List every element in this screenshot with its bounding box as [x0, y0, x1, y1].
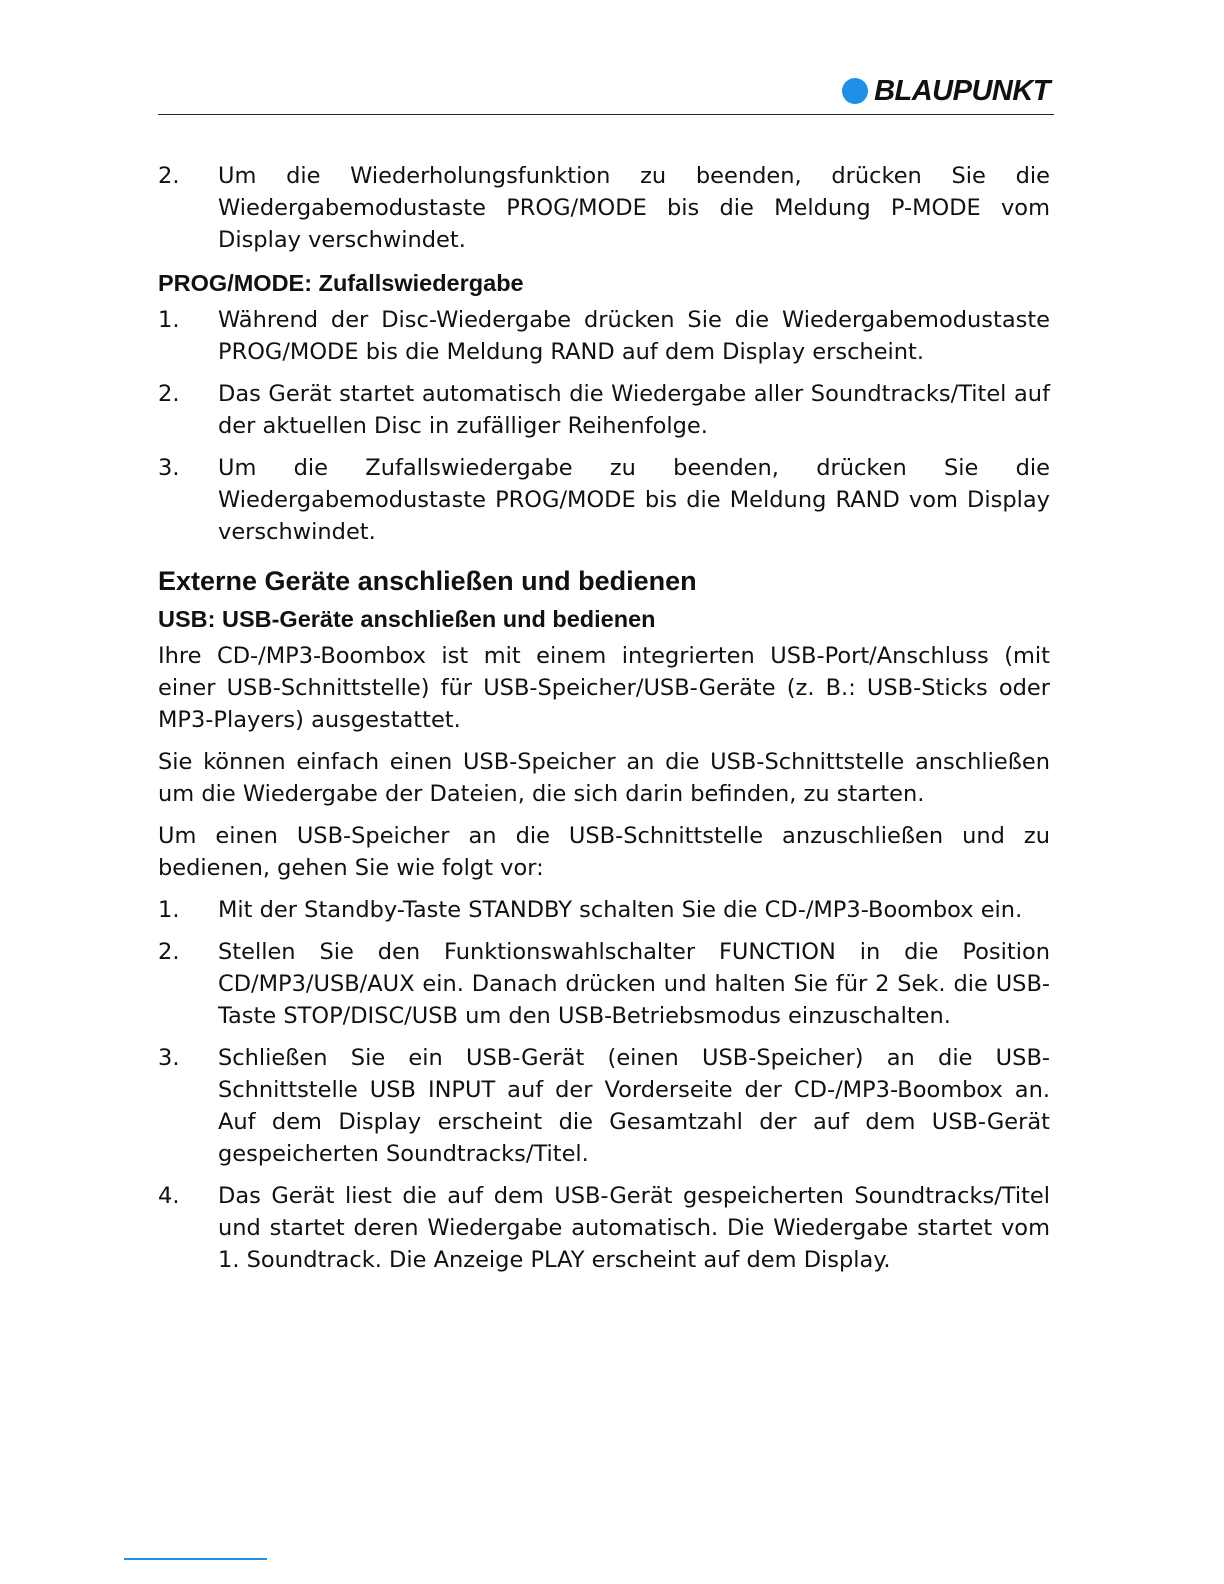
- subheading-usb: USB: USB-Geräte anschließen und bedienen: [158, 606, 656, 632]
- section-heading-external: Externe Geräte anschließen und bedienen: [158, 566, 697, 596]
- item-number: 1.: [158, 307, 180, 333]
- item-number: 1.: [158, 897, 180, 923]
- item-text: Schließen Sie ein USB-Gerät (einen USB-Speicher) an die USB-Schnittstelle USB INPUT auf der Vorderseite der CD-/MP3-Boombox an. Auf dem Display erscheint die Gesamtzahl der auf dem USB-Gerät gespeicherten Soundtracks/Titel.: [218, 1045, 1050, 1167]
- logo-dot-icon: [842, 78, 868, 104]
- blaupunkt-logo: [842, 75, 1050, 107]
- item-number: 2.: [158, 939, 180, 965]
- item-number: 2.: [158, 381, 180, 407]
- page-header: [158, 68, 1054, 115]
- list-item: [158, 304, 1050, 368]
- list-item: [158, 378, 1050, 442]
- paragraph: Um einen USB-Speicher an die USB-Schnittstelle anzuschließen und zu bedienen, gehen Sie wie folgt vor:: [158, 823, 1050, 881]
- item-text: Stellen Sie den Funktionswahlschalter FUNCTION in die Position CD/MP3/USB/AUX ein. Danach drücken und halten Sie für 2 Sek. die USB-Taste STOP/DISC/USB um den USB-Betriebsmodus einzuschalten.: [218, 939, 1050, 1029]
- list-item: [158, 1180, 1050, 1276]
- page-content: [158, 160, 1050, 1286]
- item-number: 3.: [158, 455, 180, 481]
- paragraph: Sie können einfach einen USB-Speicher an die USB-Schnittstelle anschließen um die Wiedergabe der Dateien, die sich darin befinden, zu starten.: [158, 749, 1050, 807]
- item-text: Das Gerät liest die auf dem USB-Gerät gespeicherten Soundtracks/Titel und startet deren Wiedergabe automatisch. Die Wiedergabe startet vom 1. Soundtrack. Die Anzeige PLAY erscheint auf dem Display.: [218, 1183, 1050, 1273]
- list-item: [158, 160, 1050, 256]
- brand-name: BLAUPUNKT: [874, 75, 1050, 107]
- item-number: 2.: [158, 163, 180, 189]
- item-number: 3.: [158, 1045, 180, 1071]
- list-item: [158, 1042, 1050, 1170]
- item-text: Während der Disc-Wiedergabe drücken Sie die Wiedergabemodustaste PROG/MODE bis die Meldung RAND auf dem Display erscheint.: [218, 307, 1050, 365]
- item-text: Um die Wiederholungsfunktion zu beenden, drücken Sie die Wiedergabemodustaste PROG/MODE bis die Meldung P-MODE vom Display verschwindet.: [218, 163, 1050, 253]
- list-item: [158, 452, 1050, 548]
- paragraph: Ihre CD-/MP3-Boombox ist mit einem integrierten USB-Port/Anschluss (mit einer USB-Schnittstelle) für USB-Speicher/USB-Geräte (z. B.: USB-Sticks oder MP3-Players) ausgestattet.: [158, 643, 1050, 733]
- item-text: Das Gerät startet automatisch die Wiedergabe aller Soundtracks/Titel auf der aktuellen Disc in zufälliger Reihenfolge.: [218, 381, 1050, 439]
- list-item: [158, 894, 1050, 926]
- footer-accent-line: [124, 1558, 267, 1560]
- item-text: Um die Zufallswiedergabe zu beenden, drücken Sie die Wiedergabemodustaste PROG/MODE bis die Meldung RAND vom Display verschwindet.: [218, 455, 1050, 545]
- item-number: 4.: [158, 1183, 180, 1209]
- list-item: [158, 936, 1050, 1032]
- item-text: Mit der Standby-Taste STANDBY schalten Sie die CD-/MP3-Boombox ein.: [218, 897, 1023, 923]
- section-heading-random: PROG/MODE: Zufallswiedergabe: [158, 270, 524, 296]
